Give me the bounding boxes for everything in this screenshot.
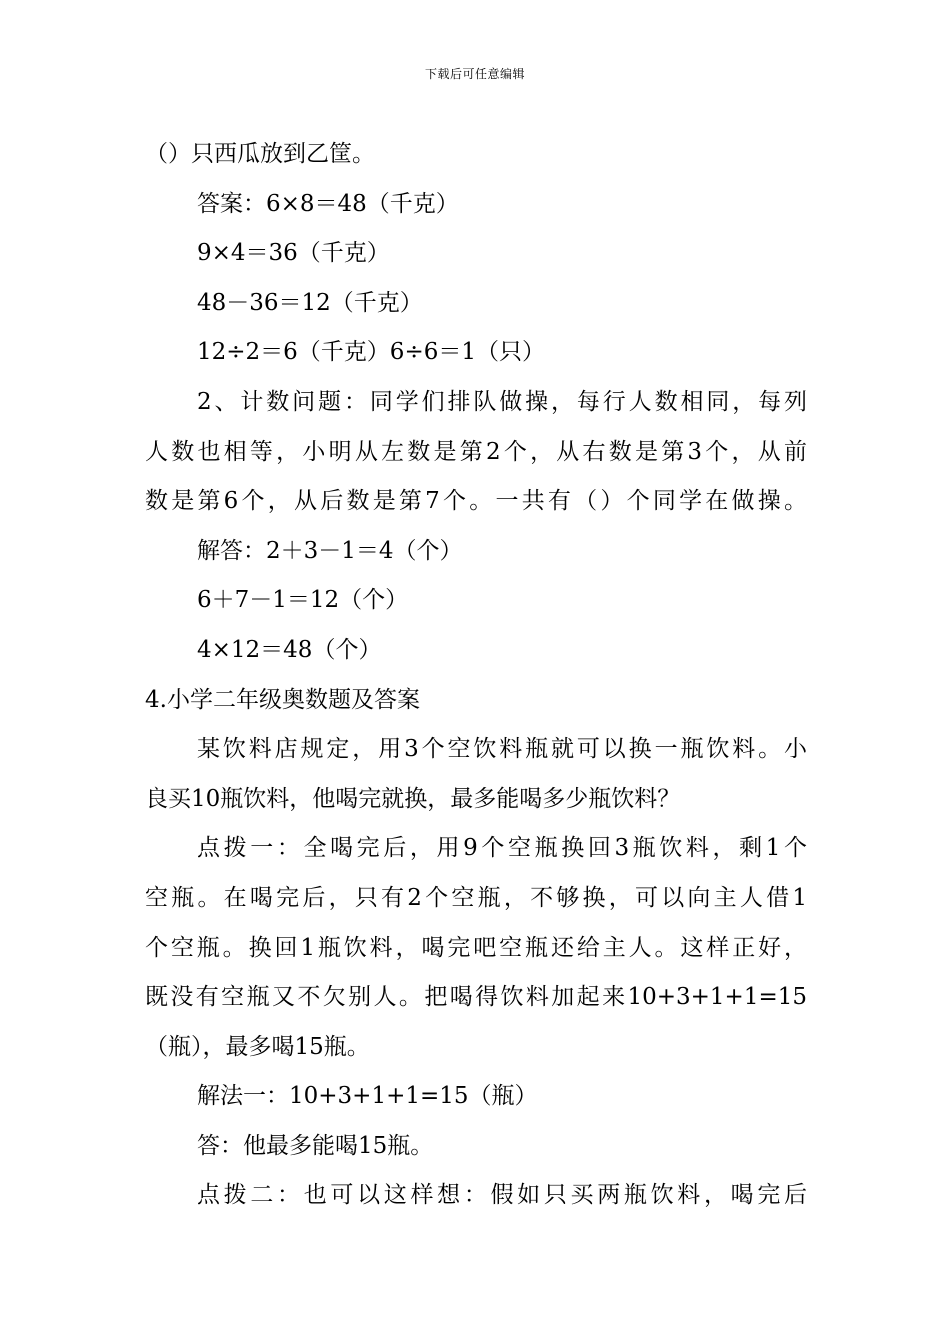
text-line-4: 48－36＝12（千克）	[197, 289, 423, 316]
page-header: 下载后可任意编辑	[424, 67, 525, 81]
text-line-22: 点拨二：也可以这样想：假如只买两瓶饮料，喝完后	[197, 1182, 807, 1209]
text-line-13: 某饮料店规定，用3个空饮料瓶就可以换一瓶饮料。小	[197, 736, 807, 763]
text-line-20: 解法一：10+3+1+1=15（瓶）	[197, 1083, 538, 1110]
text-line-11: 4×12＝48（个）	[197, 636, 382, 663]
text-line-19: （瓶），最多喝15瓶。	[145, 1033, 370, 1060]
text-line-10: 6＋7－1＝12（个）	[197, 587, 409, 614]
text-line-5: 12÷2＝6（千克）6÷6＝1（只）	[197, 339, 545, 366]
document-body	[145, 130, 807, 1221]
text-line-7: 人数也相等，小明从左数是第2个，从右数是第3个，从前	[145, 438, 807, 465]
text-line-17: 个空瓶。换回1瓶饮料，喝完吧空瓶还给主人。这样正好，	[145, 934, 807, 961]
text-line-3: 9×4＝36（千克）	[197, 240, 390, 267]
text-line-15: 点拨一：全喝完后，用9个空瓶换回3瓶饮料，剩1个	[197, 835, 807, 862]
text-line-21: 答：他最多能喝15瓶。	[197, 1132, 434, 1159]
text-line-2: 答案：6×8＝48（千克）	[197, 190, 459, 217]
text-line-6: 2、计数问题：同学们排队做操，每行人数相同，每列	[197, 388, 807, 415]
text-line-14: 良买10瓶饮料，他喝完就换，最多能喝多少瓶饮料？	[145, 785, 681, 812]
text-line-9: 解答：2＋3－1＝4（个）	[197, 537, 463, 564]
section-heading: 4.小学二年级奥数题及答案	[145, 686, 420, 713]
text-line-8: 数是第6个，从后数是第7个。一共有（）个同学在做操。	[145, 488, 807, 515]
text-line-1: （）只西瓜放到乙筐。	[145, 141, 375, 167]
text-line-16: 空瓶。在喝完后，只有2个空瓶，不够换，可以向主人借1	[145, 884, 807, 911]
text-line-18: 既没有空瓶又不欠别人。把喝得饮料加起来10+3+1+1=15	[145, 984, 807, 1011]
